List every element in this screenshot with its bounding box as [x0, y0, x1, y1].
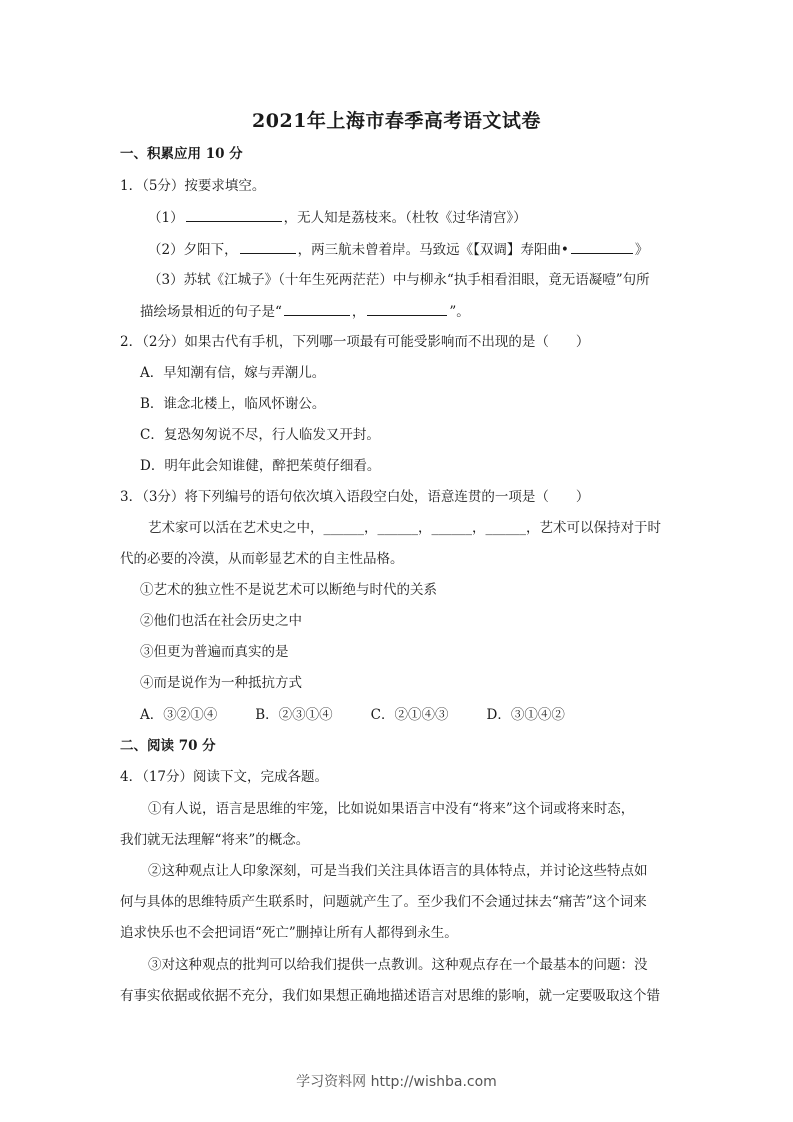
q4-paragraph-2-line-3: 追求快乐也不会把词语“死亡”删掉让所有人都得到永生。: [120, 925, 458, 941]
q1-line-1: [148, 207, 527, 228]
q4-paragraph-1-line-1: ①有人说，语言是思维的牢笼，比如说如果语言中没有“将来”这个词或将来时态，: [148, 801, 635, 817]
q3-option-b[interactable]: B．②③①④: [255, 707, 333, 723]
q3-options: [140, 705, 603, 725]
q3-option-d[interactable]: D．③①④②: [486, 707, 565, 723]
q2-option-a[interactable]: A．早知潮有信，嫁与弄潮儿。: [140, 365, 326, 381]
q4-paragraph-3-line-2: 有事实依据或依据不充分，我们如果想正确地描述语言对思维的影响，就一定要吸取这个错: [120, 988, 660, 1004]
answer-blank[interactable]: [367, 301, 447, 316]
q3-item-3: ③但更为普遍而真实的是: [140, 644, 289, 660]
q1-line-4-b: ，: [351, 304, 366, 320]
answer-blank[interactable]: [284, 301, 350, 316]
q1-line-1-a: （1）: [148, 210, 184, 226]
q3-option-a[interactable]: A．③②①④: [140, 707, 218, 723]
answer-blank[interactable]: [186, 207, 282, 222]
q4-paragraph-1-line-2: 我们就无法理解“将来”的概念。: [120, 832, 310, 848]
answer-blank[interactable]: [240, 239, 296, 254]
q1-line-4-c: ”。: [449, 304, 470, 320]
q3-passage-line-1: 艺术家可以活在艺术史之中，______，______，______，______，艺术可以保持对于时: [148, 520, 661, 536]
q1-line-1-b: ，无人知是荔枝来。（杜牧《过华清宫》）: [283, 210, 527, 226]
q1-line-4-a: 描绘场景相近的句子是“: [140, 304, 282, 320]
q1-line-2-c: 》: [634, 242, 649, 258]
section-heading-1: 一、积累应用 10 分: [120, 146, 243, 162]
footer-watermark: 学习资料网 http://wishba.com: [296, 1074, 497, 1090]
q1-line-3: （3）苏轼《江城子》（十年生死两茫茫）中与柳永“执手相看泪眼，竟无语凝噎”句所: [148, 272, 650, 288]
q1-line-2-b: ，两三航未曾着岸。马致远《【双调】寿阳曲•: [297, 242, 569, 258]
q3-passage-line-2: 代的必要的冷漠，从而彰显艺术的自主性品格。: [120, 551, 404, 567]
q3-item-2: ②他们也活在社会历史之中: [140, 613, 302, 629]
q1-stem: 1．（5分）按要求填空。: [120, 178, 266, 194]
q3-option-c[interactable]: C．②①④③: [370, 707, 449, 723]
q1-line-2: [148, 239, 648, 260]
q3-item-1: ①艺术的独立性不是说艺术可以断绝与时代的关系: [140, 582, 437, 598]
q2-stem: 2．（2分）如果古代有手机，下列哪一项最有可能受影响而不出现的是（ ）: [120, 334, 590, 350]
q4-stem: 4．（17分）阅读下文，完成各题。: [120, 769, 329, 785]
q4-paragraph-2-line-2: 何与具体的思维特质产生联系时，问题就产生了。至少我们不会通过抹去“痛苦”这个词来: [120, 894, 647, 910]
section-heading-2: 二、阅读 70 分: [120, 738, 216, 754]
q2-option-b[interactable]: B．谁念北楼上，临风怀谢公。: [140, 396, 326, 412]
q2-option-c[interactable]: C．复恐匆匆说不尽，行人临发又开封。: [140, 427, 380, 443]
q1-line-2-a: （2）夕阳下，: [148, 242, 238, 258]
q4-paragraph-3-line-1: ③对这种观点的批判可以给我们提供一点教训。这种观点存在一个最基本的问题：没: [148, 957, 648, 973]
q3-item-4: ④而是说作为一种抵抗方式: [140, 675, 302, 691]
answer-blank[interactable]: [571, 239, 633, 254]
q2-option-d[interactable]: D．明年此会知谁健，醉把茱萸仔细看。: [140, 458, 381, 474]
q1-line-4: [140, 301, 470, 322]
q4-paragraph-2-line-1: ②这种观点让人印象深刻，可是当我们关注具体语言的具体特点，并讨论这些特点如: [148, 863, 648, 879]
page-title: 2021年上海市春季高考语文试卷: [252, 110, 541, 132]
q3-stem: 3．（3分）将下列编号的语句依次填入语段空白处，语意连贯的一项是（ ）: [120, 489, 590, 505]
